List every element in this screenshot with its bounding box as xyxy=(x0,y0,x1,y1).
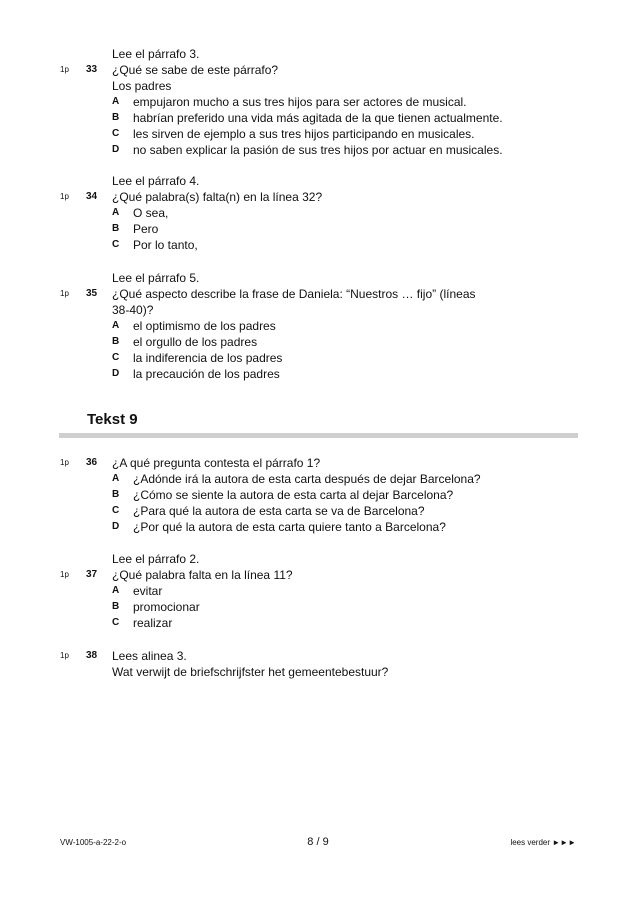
option-letter: B xyxy=(112,112,120,123)
question-text: ¿Qué palabra(s) falta(n) en la línea 32? xyxy=(112,190,323,204)
option-letter: B xyxy=(112,223,120,234)
question-intro: Lee el párrafo 4. xyxy=(112,174,200,188)
question-intro: Lee el párrafo 5. xyxy=(112,271,200,285)
question-37 xyxy=(0,551,636,631)
question-points: 1p xyxy=(60,289,69,298)
option-letter: B xyxy=(112,489,120,500)
question-number: 34 xyxy=(86,191,98,202)
option-text: ¿Para qué la autora de esta carta se va de Barcelona? xyxy=(133,504,425,518)
option-text: les sirven de ejemplo a sus tres hijos participando en musicales. xyxy=(133,127,475,141)
option-text: ¿Por qué la autora de esta carta quiere tanto a Barcelona? xyxy=(133,520,446,534)
section-title: Tekst 9 xyxy=(87,411,138,428)
question-36 xyxy=(0,455,636,535)
question-text: Wat verwijt de briefschrijfster het gemeentebestuur? xyxy=(112,665,389,679)
option-letter: A xyxy=(112,207,120,218)
option-text: habrían preferido una vida más agitada de la que tienen actualmente. xyxy=(133,111,503,125)
option-d xyxy=(0,142,636,158)
question-text-continued: 38-40)? xyxy=(112,303,154,317)
option-letter: A xyxy=(112,96,120,107)
option-letter: A xyxy=(112,473,120,484)
option-letter: C xyxy=(112,239,120,250)
option-a xyxy=(0,205,636,221)
option-letter: C xyxy=(112,128,120,139)
footer-page-number: 8 / 9 xyxy=(307,836,329,848)
option-text: promocionar xyxy=(133,600,200,614)
question-points: 1p xyxy=(60,192,69,201)
question-number: 38 xyxy=(86,650,98,661)
option-text: evitar xyxy=(133,584,163,598)
option-a xyxy=(0,471,636,487)
option-letter: A xyxy=(112,585,120,596)
option-d xyxy=(0,519,636,535)
option-c xyxy=(0,126,636,142)
question-number: 36 xyxy=(86,457,98,468)
question-points: 1p xyxy=(60,651,69,660)
option-letter: C xyxy=(112,617,120,628)
option-text: empujaron mucho a sus tres hijos para ser actores de musical. xyxy=(133,95,467,109)
footer-continue: lees verder ►►► xyxy=(510,838,576,847)
question-number: 33 xyxy=(86,64,98,75)
option-text: ¿Cómo se siente la autora de esta carta al dejar Barcelona? xyxy=(133,488,454,502)
question-text: ¿Qué aspecto describe la frase de Daniela: “Nuestros … fijo” (líneas xyxy=(112,287,476,301)
question-points: 1p xyxy=(60,570,69,579)
option-text: ¿Adónde irá la autora de esta carta después de dejar Barcelona? xyxy=(133,472,481,486)
question-text: ¿A qué pregunta contesta el párrafo 1? xyxy=(112,456,321,470)
option-letter: D xyxy=(112,521,120,532)
option-letter: B xyxy=(112,336,120,347)
option-b xyxy=(0,487,636,503)
option-text: el orgullo de los padres xyxy=(133,335,258,349)
question-text: ¿Qué se sabe de este párrafo? xyxy=(112,63,279,77)
question-35 xyxy=(0,270,636,382)
option-text: Por lo tanto, xyxy=(133,238,198,252)
option-a xyxy=(0,318,636,334)
section-divider xyxy=(59,433,578,438)
question-intro: Lee el párrafo 2. xyxy=(112,552,200,566)
option-letter: D xyxy=(112,368,120,379)
option-c xyxy=(0,237,636,253)
option-text: el optimismo de los padres xyxy=(133,319,276,333)
option-b xyxy=(0,599,636,615)
option-c xyxy=(0,503,636,519)
question-number: 37 xyxy=(86,569,98,580)
option-text: Pero xyxy=(133,222,159,236)
option-letter: C xyxy=(112,352,120,363)
option-letter: D xyxy=(112,144,120,155)
question-number: 35 xyxy=(86,288,98,299)
option-c xyxy=(0,350,636,366)
option-text: no saben explicar la pasión de sus tres hijos por actuar en musicales. xyxy=(133,143,503,157)
question-points: 1p xyxy=(60,65,69,74)
question-intro: Lee el párrafo 3. xyxy=(112,47,200,61)
option-d xyxy=(0,366,636,382)
question-points: 1p xyxy=(60,458,69,467)
option-a xyxy=(0,94,636,110)
question-34 xyxy=(0,173,636,253)
footer-exam-code: VW-1005-a-22-2-o xyxy=(60,838,127,847)
option-text: realizar xyxy=(133,616,173,630)
option-text: la indiferencia de los padres xyxy=(133,351,283,365)
question-33 xyxy=(0,46,636,158)
option-letter: B xyxy=(112,601,120,612)
option-b xyxy=(0,221,636,237)
question-38 xyxy=(0,648,636,680)
option-b xyxy=(0,334,636,350)
option-letter: C xyxy=(112,505,120,516)
option-letter: A xyxy=(112,320,120,331)
option-b xyxy=(0,110,636,126)
question-intro: Lees alinea 3. xyxy=(112,649,187,663)
option-c xyxy=(0,615,636,631)
option-text: la precaución de los padres xyxy=(133,367,280,381)
question-text: ¿Qué palabra falta en la línea 11? xyxy=(112,568,293,582)
question-stem: Los padres xyxy=(112,79,172,93)
option-a xyxy=(0,583,636,599)
option-text: O sea, xyxy=(133,206,169,220)
